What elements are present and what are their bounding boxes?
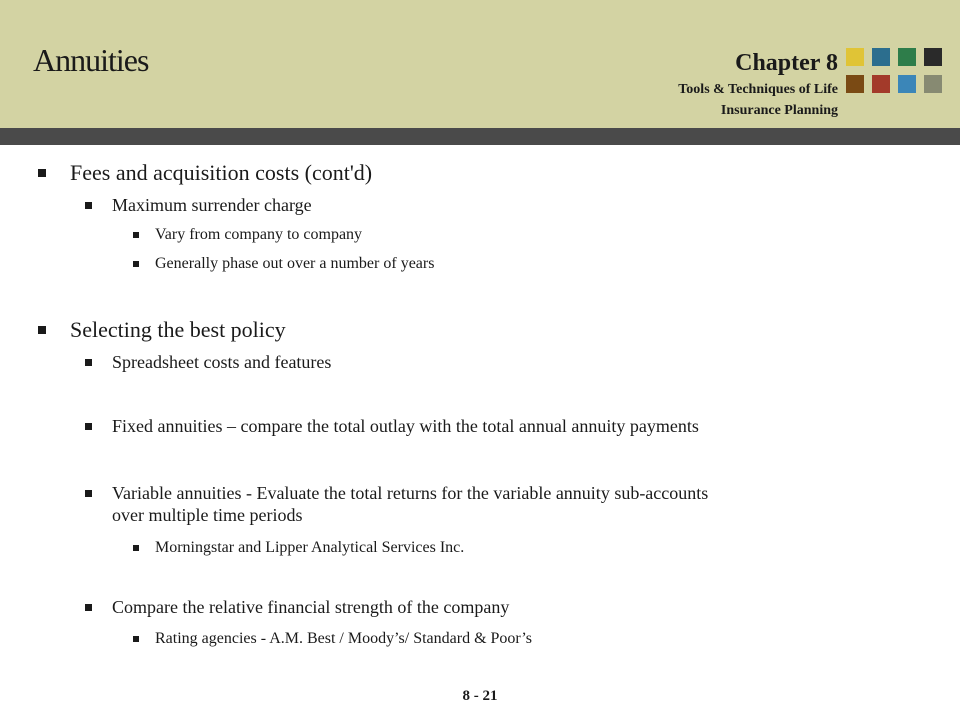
swatch	[872, 48, 890, 66]
bullet-text: over multiple time periods	[112, 505, 303, 525]
bullet-item	[85, 597, 509, 618]
bullet-text: Compare the relative financial strength of the company	[112, 597, 510, 617]
bullet-item	[38, 160, 372, 186]
bullet-item	[133, 539, 464, 557]
swatch	[924, 75, 942, 93]
swatch	[898, 48, 916, 66]
chapter-label: Chapter 8	[735, 50, 838, 76]
bullet-square-icon	[85, 423, 92, 430]
bullet-square-icon	[38, 326, 46, 334]
bullet-text: Spreadsheet costs and features	[112, 352, 332, 372]
bullet-square-icon	[38, 169, 46, 177]
bullet-text: Generally phase out over a number of years	[155, 255, 435, 272]
bullet-item	[85, 416, 699, 437]
bullet-square-icon	[133, 545, 139, 551]
bullet-item	[133, 630, 532, 648]
chapter-subtitle	[578, 79, 838, 121]
bullet-square-icon	[85, 490, 92, 497]
color-swatch-logo	[846, 48, 942, 94]
swatch	[872, 75, 890, 93]
bullet-square-icon	[133, 232, 139, 238]
bullet-item	[133, 226, 362, 244]
slide-title: Annuities	[33, 42, 149, 78]
swatch	[924, 48, 942, 66]
swatch	[846, 48, 864, 66]
bullet-continuation	[112, 505, 302, 526]
bullet-text: Selecting the best policy	[70, 317, 286, 342]
bullet-square-icon	[85, 359, 92, 366]
bullet-item	[85, 483, 708, 504]
bullet-square-icon	[133, 636, 139, 642]
swatch	[846, 75, 864, 93]
bullet-square-icon	[85, 202, 92, 209]
header-divider	[0, 128, 960, 145]
bullet-item	[85, 352, 331, 373]
bullet-text: Variable annuities - Evaluate the total returns for the variable annuity sub-accounts	[112, 483, 709, 503]
bullet-item	[38, 317, 286, 343]
bullet-item	[133, 255, 434, 273]
bullet-square-icon	[85, 604, 92, 611]
bullet-text: Rating agencies - A.M. Best / Moody’s/ Standard & Poor’s	[155, 630, 533, 647]
bullet-item	[85, 195, 312, 216]
bullet-text: Vary from company to company	[155, 226, 363, 243]
chapter-subtitle-line1: Tools & Techniques of Life	[678, 82, 838, 97]
bullet-text: Maximum surrender charge	[112, 195, 312, 215]
bullet-text: Fees and acquisition costs (cont'd)	[70, 160, 373, 185]
page-number: 8 - 21	[462, 688, 498, 704]
swatch	[898, 75, 916, 93]
bullet-square-icon	[133, 261, 139, 267]
bullet-text: Morningstar and Lipper Analytical Services Inc.	[155, 539, 465, 556]
bullet-text: Fixed annuities – compare the total outlay with the total annual annuity payments	[112, 416, 699, 436]
chapter-subtitle-line2: Insurance Planning	[720, 103, 838, 118]
